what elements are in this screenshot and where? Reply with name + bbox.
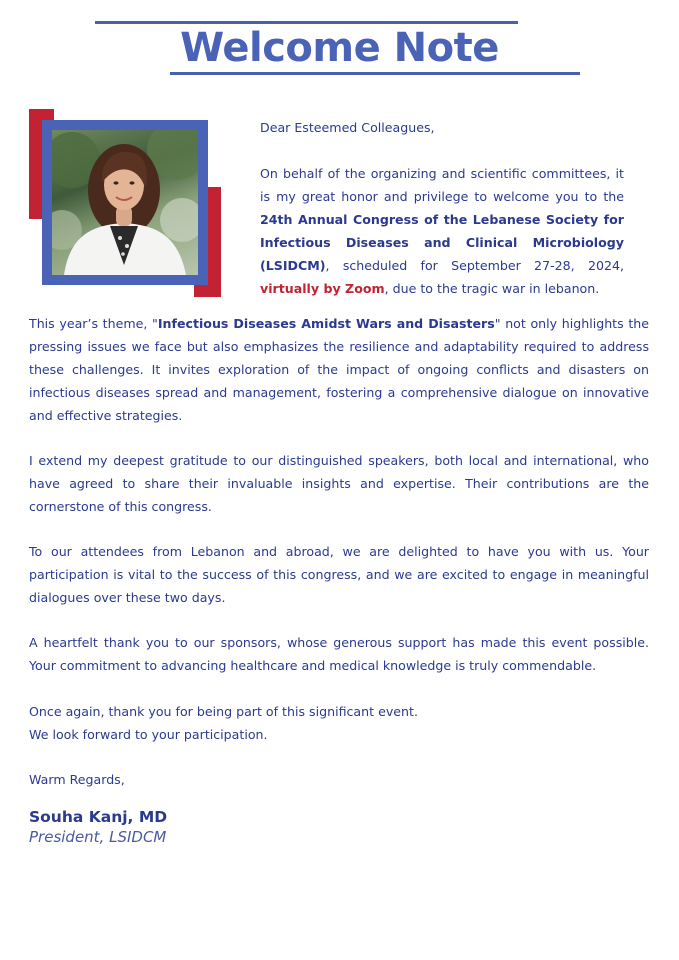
- closing-block: [29, 700, 649, 746]
- theme-paragraph-block: [29, 312, 649, 427]
- theme-text-a: This year’s theme, ": [29, 316, 158, 331]
- theme-text-b: " not only highlights the pressing issues we face but also emphasizes the resilience and adaptability required to address these challenges. It invites exploration of the impact of ongoing conflicts and disasters on infectious diseases spread and management, fostering a comprehensive dialogue on innovative and effective strategies.: [29, 316, 649, 423]
- signature-role: President, LSIDCM: [29, 828, 167, 846]
- virtual-zoom-highlight: virtually by Zoom: [260, 281, 385, 296]
- intro-text-b: , scheduled for September 27-28, 2024,: [325, 258, 624, 273]
- gratitude-paragraph-block: [29, 449, 649, 518]
- intro-section: [260, 116, 624, 300]
- theme-title: Infectious Diseases Amidst Wars and Disasters: [157, 316, 495, 331]
- title-bottom-rule: [170, 72, 580, 75]
- regards-block: [29, 768, 649, 791]
- closing-line-1: Once again, thank you for being part of this significant event.: [29, 704, 418, 719]
- attendees-paragraph: To our attendees from Lebanon and abroad, we are delighted to have you with us. Your participation is vital to the success of this congress, and we are excited to engage in meaningful dialogues over these two days.: [29, 544, 649, 605]
- intro-text-a: On behalf of the organizing and scientific committees, it is my great honor and privilege to welcome you to the: [260, 166, 624, 204]
- theme-paragraph: [29, 312, 649, 427]
- gratitude-paragraph: I extend my deepest gratitude to our distinguished speakers, both local and international, who have agreed to share their invaluable insights and expertise. Their contributions are the cornerstone of this congress.: [29, 453, 649, 514]
- spacer: [260, 139, 624, 162]
- closing-line-2: We look forward to your participation.: [29, 727, 268, 742]
- salutation: Dear Esteemed Colleagues,: [260, 120, 435, 135]
- intro-paragraph: [260, 162, 624, 300]
- attendees-paragraph-block: [29, 540, 649, 609]
- page-title: Welcome Note: [180, 25, 499, 71]
- warm-regards: Warm Regards,: [29, 772, 125, 787]
- signature-name: Souha Kanj, MD: [29, 808, 168, 826]
- portrait-photo: [52, 130, 198, 275]
- intro-text-c: , due to the tragic war in lebanon.: [384, 281, 600, 296]
- congress-name: 24th Annual Congress of the Lebanese Society for Infectious Diseases and Clinical Microbiology (LSIDCM): [260, 212, 624, 273]
- sponsors-paragraph: A heartfelt thank you to our sponsors, whose generous support has made this event possible. Your commitment to advancing healthcare and medical knowledge is truly commendable.: [29, 635, 649, 673]
- portrait-illustration: [52, 130, 198, 275]
- sponsors-paragraph-block: [29, 631, 649, 677]
